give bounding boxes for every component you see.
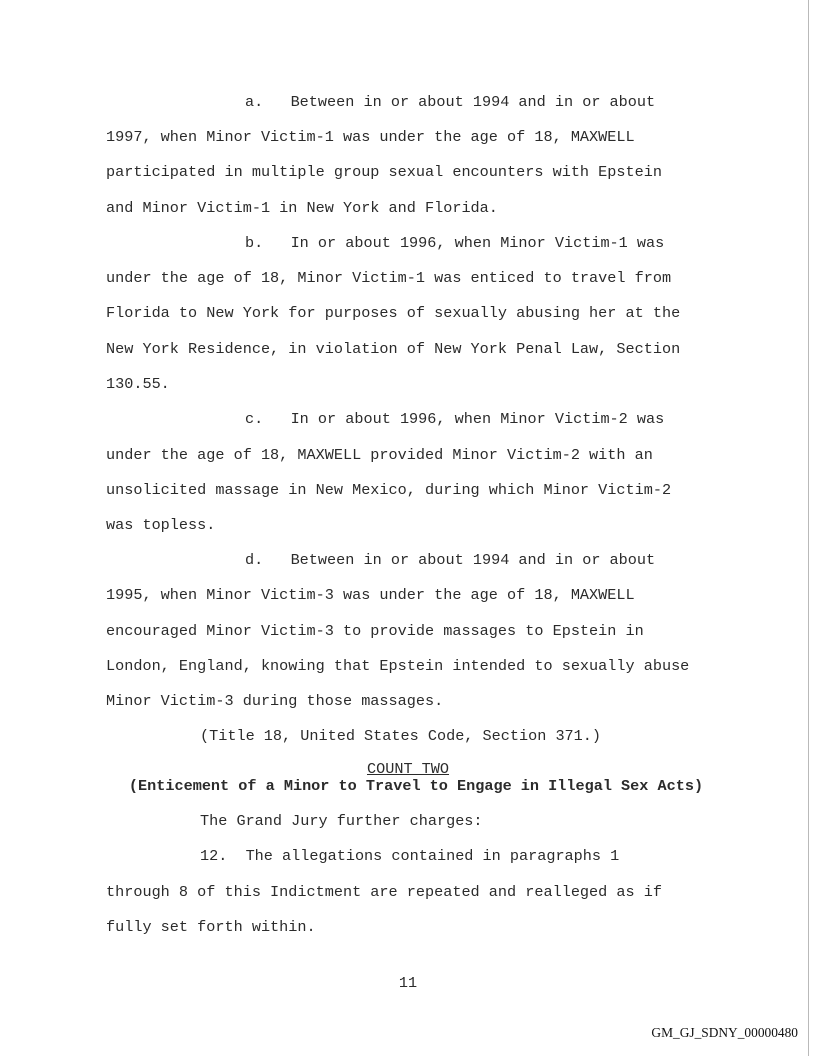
paragraph-12-line-2: through 8 of this Indictment are repeated and realleged as if (106, 883, 662, 901)
paragraph-a-line-4: and Minor Victim-1 in New York and Florida. (106, 199, 498, 217)
paragraph-d-line-4: London, England, knowing that Epstein intended to sexually abuse (106, 657, 690, 675)
paragraph-12-line-1: 12. The allegations contained in paragraphs 1 (200, 847, 620, 865)
paragraph-c-line-4: was topless. (106, 516, 216, 534)
paragraph-d-line-1: d. Between in or about 1994 and in or about (245, 551, 656, 569)
count-heading: COUNT TWO (366, 760, 450, 778)
paragraph-b-line-5: 130.55. (106, 375, 170, 393)
paragraph-a-line-3: participated in multiple group sexual encounters with Epstein (106, 163, 662, 181)
paragraph-d-line-3: encouraged Minor Victim-3 to provide massages to Epstein in (106, 622, 644, 640)
bates-number: GM_GJ_SDNY_00000480 (651, 1025, 798, 1040)
paragraph-c-line-3: unsolicited massage in New Mexico, during which Minor Victim-2 (106, 481, 672, 499)
paragraph-a-line-2: 1997, when Minor Victim-1 was under the age of 18, MAXWELL (106, 128, 635, 146)
paragraph-d-line-5: Minor Victim-3 during those massages. (106, 692, 444, 710)
paragraph-b-line-2: under the age of 18, Minor Victim-1 was enticed to travel from (106, 269, 672, 287)
paragraph-b-line-3: Florida to New York for purposes of sexually abusing her at the (106, 304, 681, 322)
paragraph-c-line-2: under the age of 18, MAXWELL provided Minor Victim-2 with an (106, 446, 653, 464)
paragraph-c-line-1: c. In or about 1996, when Minor Victim-2 was (245, 410, 665, 428)
charge-intro: The Grand Jury further charges: (200, 812, 483, 830)
count-subheading: (Enticement of a Minor to Travel to Engage in Illegal Sex Acts) (128, 777, 704, 795)
paragraph-12-line-3: fully set forth within. (106, 918, 316, 936)
paragraph-b-line-1: b. In or about 1996, when Minor Victim-1 was (245, 234, 665, 252)
page-number: 11 (398, 974, 418, 992)
statute-citation: (Title 18, United States Code, Section 371.) (200, 727, 602, 745)
page-edge (808, 0, 809, 1056)
paragraph-d-line-2: 1995, when Minor Victim-3 was under the age of 18, MAXWELL (106, 586, 635, 604)
paragraph-b-line-4: New York Residence, in violation of New York Penal Law, Section (106, 340, 681, 358)
paragraph-a-line-1: a. Between in or about 1994 and in or about (245, 93, 656, 111)
